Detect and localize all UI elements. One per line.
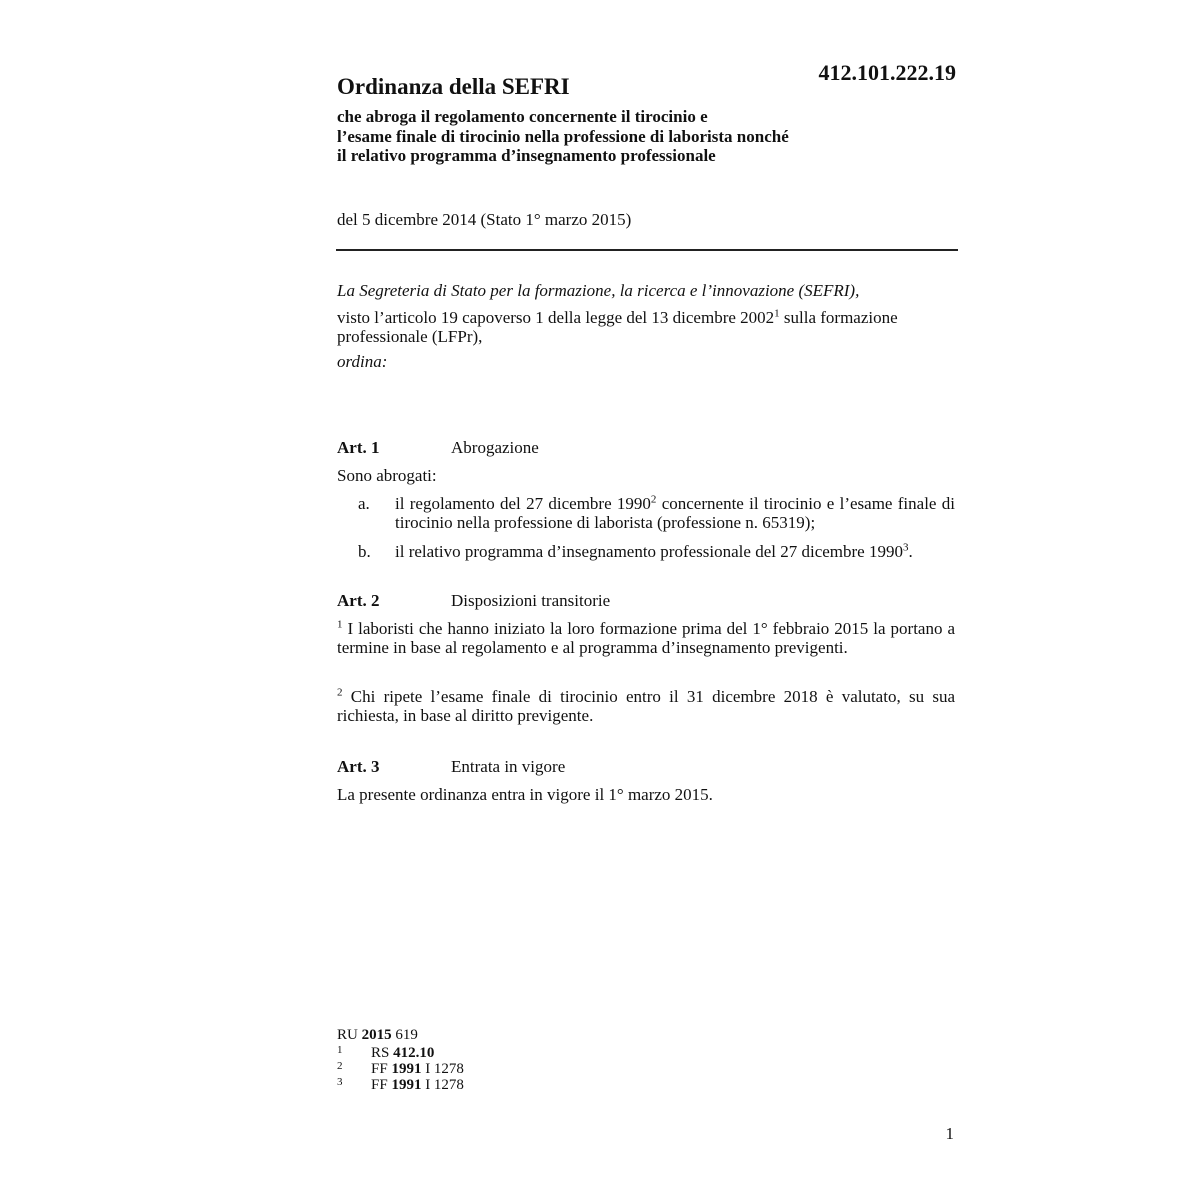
- article-3-text: La presente ordinanza entra in vigore il 1° marzo 2015.: [337, 785, 713, 804]
- article-3-heading: [337, 757, 957, 777]
- subtitle-line: che abroga il regolamento concernente il tirocinio e: [337, 107, 708, 126]
- list-text: .: [908, 542, 913, 561]
- article-number: Art. 1: [337, 438, 380, 457]
- footnote-bold: 1991: [391, 1077, 422, 1093]
- preamble-ordina: ordina:: [337, 352, 388, 371]
- footnote-prefix: FF: [371, 1061, 392, 1077]
- footnote-suffix: I 1278: [421, 1061, 464, 1077]
- subtitle-line: il relativo programma d’insegnamento professionale: [337, 146, 716, 165]
- preamble-basis: [337, 308, 898, 346]
- footnote: [337, 1060, 464, 1077]
- list-marker: b.: [358, 542, 371, 561]
- paragraph-text: I laboristi che hanno iniziato la loro formazione prima del 1° febbraio 2015 la portano a termine in base al regolamento e al programma d’insegnamento previgenti.: [337, 619, 956, 657]
- preamble-basis-text: sulla formazione professionale (LFPr),: [337, 308, 898, 346]
- list-text: il regolamento del 27 dicembre 1990: [395, 494, 651, 513]
- ru-reference: [337, 1027, 418, 1043]
- footnote: [337, 1044, 435, 1061]
- preamble-authority: La Segreteria di Stato per la formazione, la ricerca e l’innovazione (SEFRI),: [337, 281, 860, 300]
- article-number: Art. 2: [337, 591, 380, 610]
- footnote: [337, 1076, 464, 1093]
- ru-prefix: RU: [337, 1027, 362, 1043]
- list-marker: a.: [358, 494, 370, 513]
- footnote-number: 1: [337, 1044, 343, 1056]
- sr-number: 412.101.222.19: [818, 60, 956, 85]
- footnote-bold: 412.10: [393, 1045, 435, 1061]
- preamble-basis-text: visto l’articolo 19 capoverso 1 della legge del 13 dicembre 2002: [337, 308, 775, 327]
- page-number: 1: [945, 1124, 954, 1143]
- paragraph-number: 1: [337, 618, 343, 631]
- subtitle-line: l’esame finale di tirocinio nella professione di laborista nonché: [337, 126, 789, 146]
- article-1-heading: [337, 438, 957, 458]
- ru-page: 619: [391, 1027, 418, 1043]
- footnote-text: [371, 1045, 434, 1061]
- paragraph-number: 2: [337, 686, 343, 699]
- footnote-text: [371, 1077, 464, 1093]
- article-2-heading: [337, 591, 957, 611]
- list-item-text: [395, 494, 955, 532]
- header-divider: [336, 249, 958, 251]
- footnote-ref: 2: [650, 493, 657, 506]
- footnote-bold: 1991: [391, 1061, 422, 1077]
- footnote-prefix: FF: [371, 1077, 392, 1093]
- article-2-paragraph-1: [337, 619, 955, 657]
- footnote-ref: 1: [774, 307, 780, 320]
- article-number: Art. 3: [337, 757, 380, 776]
- footnote-number: 3: [337, 1076, 343, 1088]
- article-1-intro: Sono abrogati:: [337, 466, 437, 485]
- document-subtitle: [337, 107, 897, 166]
- article-title: Entrata in vigore: [451, 757, 566, 776]
- article-title: Disposizioni transitorie: [451, 591, 611, 610]
- article-title: Abrogazione: [451, 438, 539, 457]
- document-title: Ordinanza della SEFRI: [337, 74, 570, 99]
- document-date: del 5 dicembre 2014 (Stato 1° marzo 2015): [337, 210, 632, 229]
- ru-year: 2015: [361, 1027, 392, 1043]
- footnote-number: 2: [337, 1060, 343, 1072]
- list-item-b: [337, 542, 955, 562]
- article-2-paragraph-2: [337, 687, 955, 725]
- footnote-suffix: I 1278: [421, 1077, 464, 1093]
- list-text: il relativo programma d’insegnamento professionale del 27 dicembre 1990: [395, 542, 903, 561]
- paragraph-text: Chi ripete l’esame finale di tirocinio entro il 31 dicembre 2018 è valutato, su sua richiesta, in base al diritto previgente.: [337, 687, 956, 725]
- footnote-prefix: RS: [371, 1045, 394, 1061]
- footnote-text: [371, 1061, 464, 1077]
- footnotes: [337, 1027, 464, 1093]
- list-item-text: [395, 542, 955, 561]
- list-item-a: [337, 494, 955, 534]
- footnote-ref: 3: [902, 541, 909, 554]
- preamble: [337, 281, 957, 371]
- list-text: concernente il tirocinio e l’esame finale di tirocinio nella professione di laborista (professione n. 65319);: [395, 494, 955, 532]
